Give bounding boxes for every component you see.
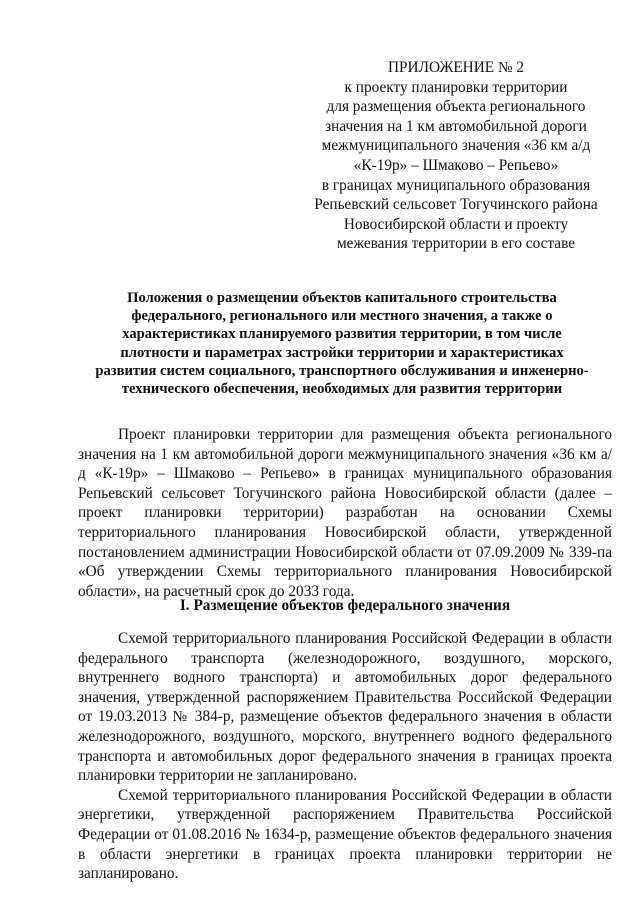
section-paragraph: Схемой территориального планирования Российской Федерации в области энергетики, утвержденной распоряжением Правительства Российской Федерации от 01.08.2016 № 1634-р, размещение объектов федерального значения в области энергетики в границах проекта планировки территории не запланировано. — [78, 786, 612, 883]
section-body — [78, 629, 612, 884]
intro-section — [78, 425, 612, 601]
appendix-line: «К-19р» – Шмаково – Репьево» — [353, 156, 559, 174]
appendix-line: межевания территории в его составе — [337, 235, 575, 253]
appendix-line: значения на 1 км автомобильной дороги — [325, 117, 587, 135]
appendix-line: к проекту планировки территории — [344, 78, 568, 96]
appendix-line: в границах муниципального образования — [321, 176, 591, 194]
section-paragraph: Схемой территориального планирования Российской Федерации в области федерального транспорта (железнодорожного, воздушного, морского, внутреннего водного транспорта) и автомобильных дорог федерального значения, утвержденной распоряжением Правительства Российской Федерации от 19.03.2013 № 384-р, размещение объектов федерального значения в области железнодорожного, воздушного, морского, внутреннего водного федерального транспорта и автомобильных дорог федерального значения в границах проекта планировки территории не запланировано. — [78, 630, 612, 785]
intro-paragraph: Проект планировки территории для размещения объекта регионального значения на 1 км автомобильной дороги межмуниципального значения «36 км а/д «К-19р» – Шмаково – Репьево» в границах муниципального образования Репьевский сельсовет Тогучинского района Новосибирской области (далее – проект планировки территории) разработан на основании Схемы территориального планирования Новосибирской области, утвержденной постановлением администрации Новосибирской области от 07.09.2009 № 339-па «Об утверждении Схемы территориального планирования Новосибирской области», на расчетный срок до 2033 года. — [78, 426, 612, 600]
appendix-line: Репьевский сельсовет Тогучинского района — [314, 196, 598, 214]
appendix-header — [300, 58, 612, 254]
document-title: Положения о размещении объектов капитального строительства федерального, регионального или местного значения, а также о характеристиках планируемого развития территории, в том числе плотности и параметрах застройки территории и характеристиках развития систем социального, транспортного обслуживания и инженерно-технического обеспечения, необходимых для развития территории — [95, 290, 589, 398]
appendix-line: Новосибирской области и проекту — [343, 215, 569, 233]
section-heading: I. Размещение объектов федерального значения — [179, 597, 511, 614]
appendix-number: ПРИЛОЖЕНИЕ № 2 — [387, 59, 525, 76]
appendix-line: для размещения объекта регионального — [326, 98, 586, 116]
appendix-line: межмуниципального значения «36 км а/д — [321, 137, 591, 155]
